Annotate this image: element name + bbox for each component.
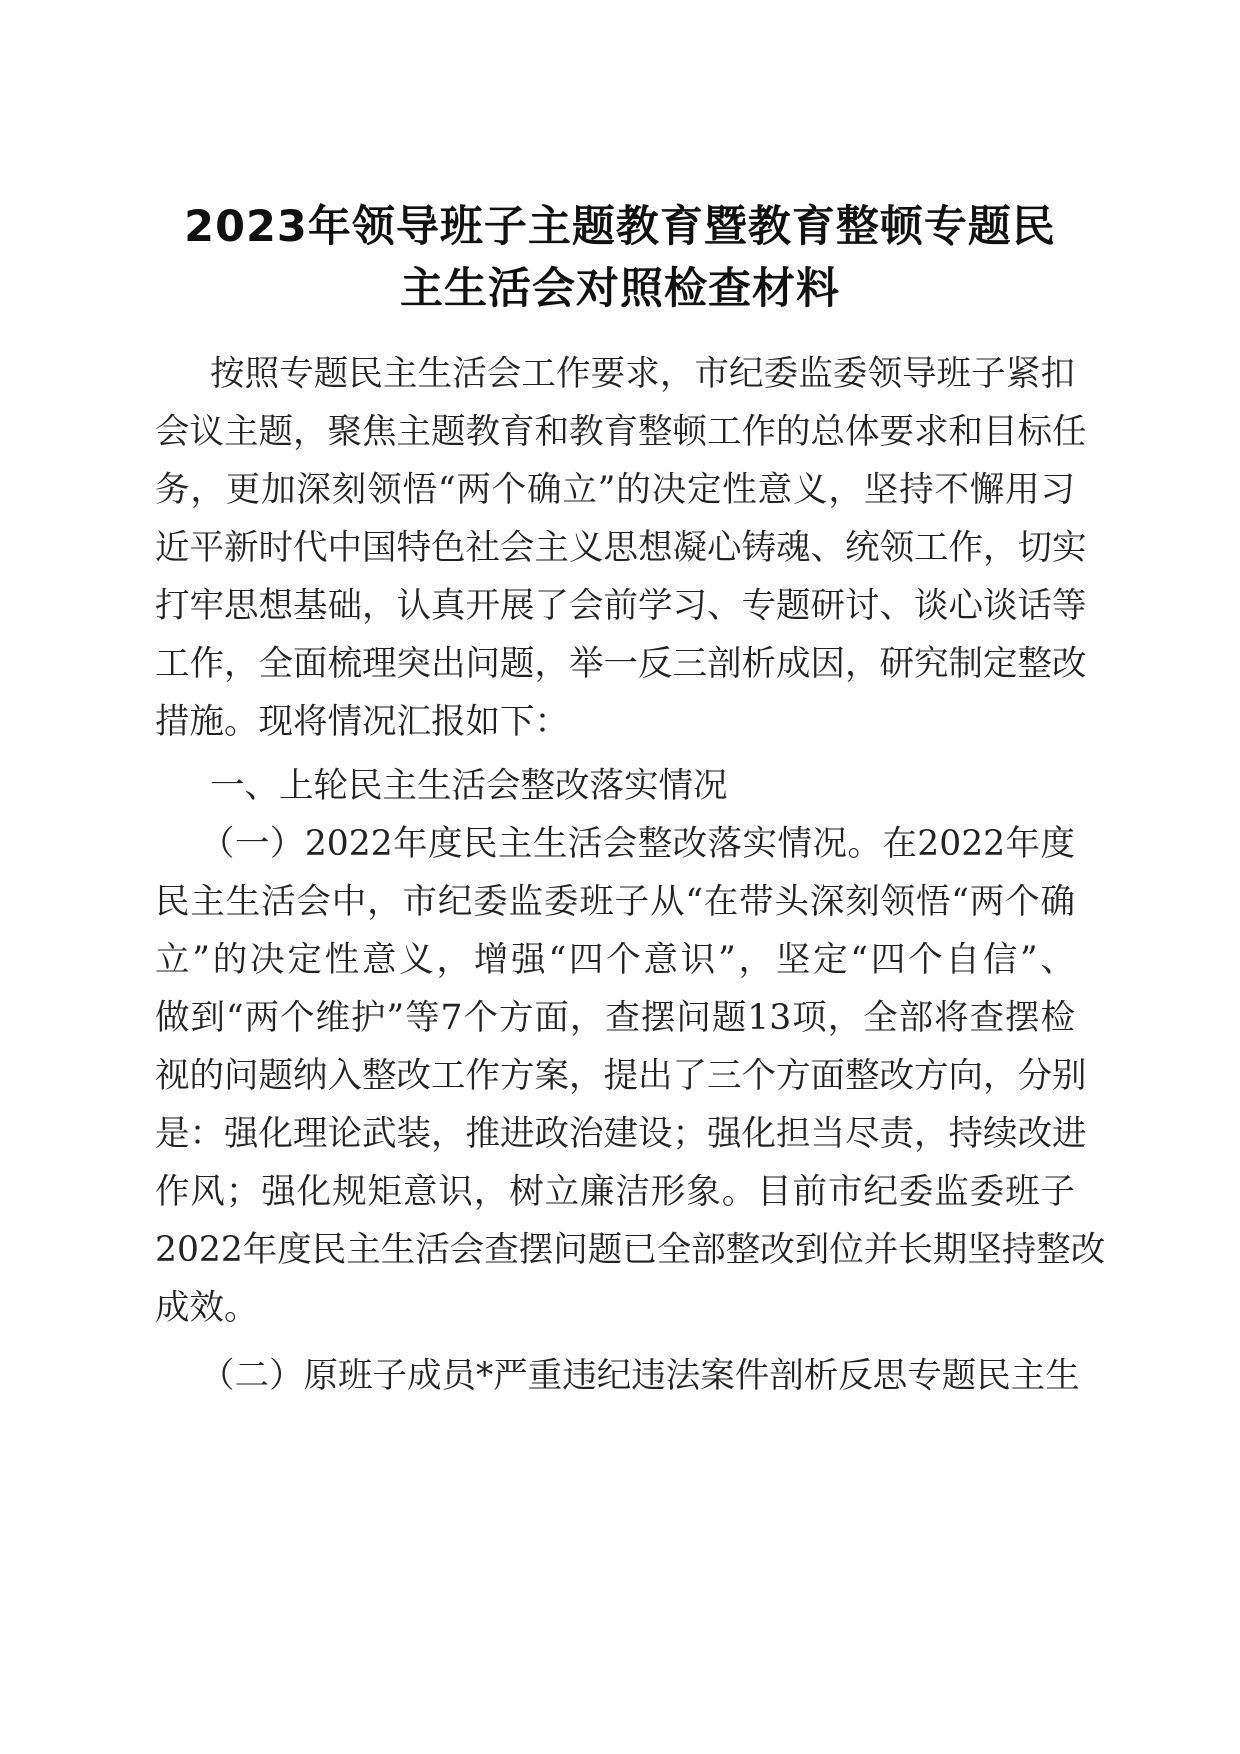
body-line: 近平新时代中国特色社会主义思想凝心铸魂、统领工作，切实 [155, 528, 1087, 568]
body-line: （二）原班子成员*严重违纪违法案件剖析反思专题民主生 [200, 1356, 1080, 1396]
document-title-line-2: 主生活会对照检查材料 [400, 264, 840, 314]
body-line: 做到“两个维护”等7个方面，查摆问题13项，全部将查摆检 [155, 998, 1075, 1038]
body-line: 打牢思想基础，认真开展了会前学习、专题研讨、谈心谈话等 [155, 586, 1087, 626]
body-line: 务，更加深刻领悟“两个确立”的决定性意义，坚持不懈用习 [155, 470, 1075, 510]
body-line: 立”的决定性意义，增强“四个意识”，坚定“四个自信”、 [155, 940, 1075, 980]
body-line: 民主生活会中，市纪委监委班子从“在带头深刻领悟“两个确 [155, 882, 1075, 922]
body-line: 2022年度民主生活会查摆问题已全部整改到位并长期坚持整改 [155, 1230, 1106, 1270]
body-line: 工作，全面梳理突出问题，举一反三剖析成因，研究制定整改 [155, 644, 1087, 684]
body-line: 是：强化理论武装，推进政治建设；强化担当尽责，持续改进 [155, 1114, 1087, 1154]
section-heading: 一、上轮民主生活会整改落实情况 [210, 766, 728, 806]
document-title-line-1: 2023年领导班子主题教育暨教育整顿专题民 [184, 202, 1056, 252]
body-line: 作风；强化规矩意识，树立廉洁形象。目前市纪委监委班子 [155, 1172, 1075, 1212]
body-line: 视的问题纳入整改工作方案，提出了三个方面整改方向，分别 [155, 1056, 1087, 1096]
body-line: 成效。 [155, 1288, 259, 1328]
body-line: 措施。现将情况汇报如下： [155, 702, 569, 742]
body-line: 按照专题民主生活会工作要求，市纪委监委领导班子紧扣 [210, 354, 1075, 394]
body-line: （一）2022年度民主生活会整改落实情况。在2022年度 [200, 824, 1075, 864]
body-line: 会议主题，聚焦主题教育和教育整顿工作的总体要求和目标任 [155, 412, 1087, 452]
